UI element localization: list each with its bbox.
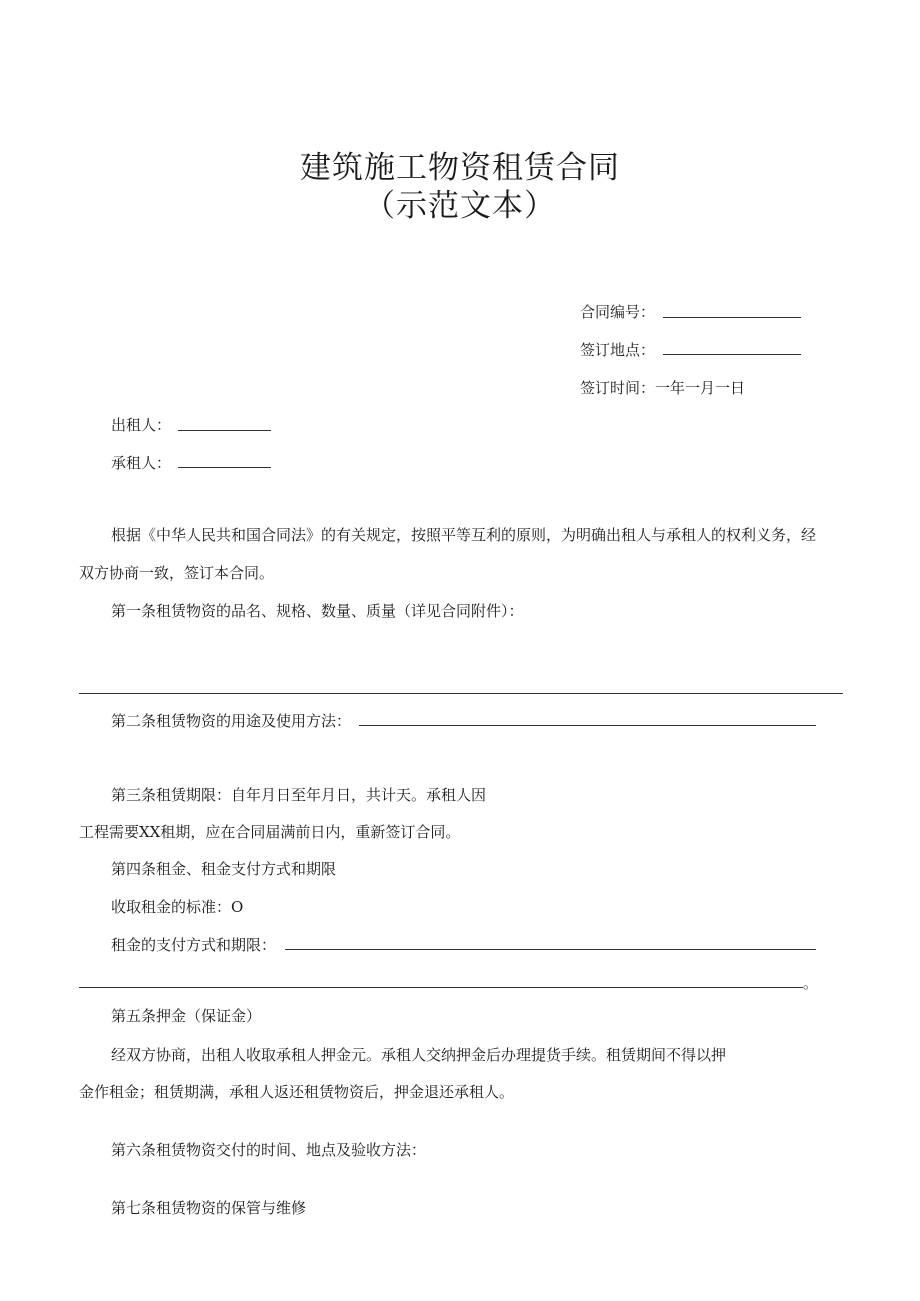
sign-place-label: 签订地点： [580,341,656,359]
rent-payment-blank [285,949,816,950]
document-subtitle: （示范文本） [364,188,556,224]
article-6: 第六条租赁物资交付的时间、地点及验收方法： [111,1141,427,1159]
article-5: 第五条押金（保证金） [111,1007,262,1025]
contract-number-blank [663,317,801,318]
lessor-blank [178,430,271,431]
sign-time: 签订时间：一年一月一日 [580,379,746,397]
intro-line-2: 双方协商一致，签订本合同。 [79,564,275,582]
rent-payment-label: 租金的支付方式和期限： [111,936,277,954]
article-4: 第四条租金、租金支付方式和期限 [111,860,337,878]
contract-number-field [580,302,655,322]
document-title: 建筑施工物资租赁合同 [300,150,620,186]
rent-payment-end: 。 [803,974,819,992]
contract-number-label: 合同编号： [580,303,656,321]
article-2-blank [359,725,816,726]
lessor-label: 出租人： [111,416,172,434]
rent-standard: 收取租金的标准：O [111,898,244,916]
article-5-line-2: 金作租金；租赁期满，承租人返还租赁物资后，押金退还承租人。 [79,1083,515,1101]
lessee-blank [178,467,271,468]
rent-payment-blank-2 [79,987,803,988]
article-3-line-2: 工程需要XX租期，应在合同届满前日内，重新签订合同。 [79,823,461,841]
article-3-line-1: 第三条租赁期限：自年月日至年月日，共计天。承租人因 [111,786,487,804]
sign-place-field [580,340,655,360]
article-2: 第二条租赁物资的用途及使用方法： [111,712,352,730]
article-1-blank [79,693,843,694]
article-1: 第一条租赁物资的品名、规格、数量、质量（详见合同附件）： [111,602,524,620]
lessee-label: 承租人： [111,454,172,472]
article-5-line-1: 经双方协商，出租人收取承租人押金元。承租人交纳押金后办理提货手续。租赁期间不得以押 [111,1046,727,1064]
article-7: 第七条租赁物资的保管与维修 [111,1199,307,1217]
sign-place-blank [663,354,801,355]
intro-line-1: 根据《中华人民共和国合同法》的有关规定，按照平等互利的原则，为明确出租人与承租人的权利义务，经 [111,526,817,544]
